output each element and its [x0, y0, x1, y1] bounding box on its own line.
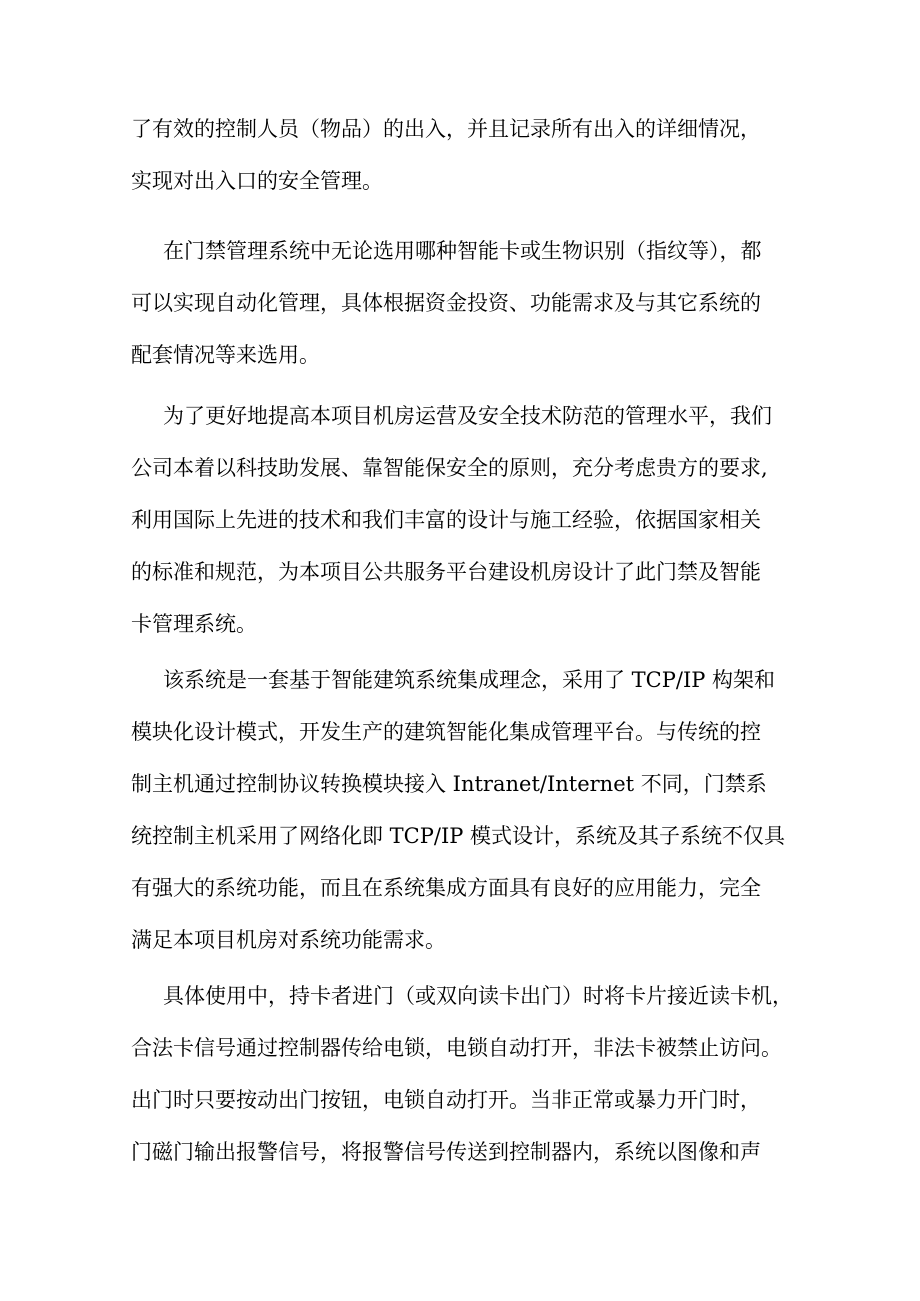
text-line: 有强大的系统功能，而且在系统集成方面具有良好的应用能力，完全 [131, 876, 761, 900]
text-line: 可以实现自动化管理，具体根据资金投资、功能需求及与其它系统的 [131, 291, 761, 315]
text-line: 满足本项目机房对系统功能需求。 [131, 928, 446, 952]
text-line: 卡管理系统。 [131, 612, 257, 636]
text-line: 的标准和规范，为本项目公共服务平台建设机房设计了此门禁及智能 [131, 560, 761, 584]
paragraph-3 [131, 390, 801, 650]
text-line: 公司本着以科技助发展、靠智能保安全的原则，充分考虑贵方的要求, [131, 456, 768, 480]
text-line: 模块化设计模式，开发生产的建筑智能化集成管理平台。与传统的控 [131, 720, 761, 744]
text-line: 了有效的控制人员（物品）的出入，并且记录所有出入的详细情况， [131, 117, 761, 141]
text-line: 合法卡信号通过控制器传给电锁，电锁自动打开，非法卡被禁止访问。 [131, 1036, 782, 1060]
paragraph-4 [131, 654, 801, 966]
text-line: 制主机通过控制协议转换模块接入 Intranet/Internet 不同，门禁系 [131, 772, 767, 796]
text-line: 统控制主机采用了网络化即 TCP/IP 模式设计，系统及其子系统不仅具 [131, 824, 786, 848]
text-line: 门磁门输出报警信号，将报警信号传送到控制器内，系统以图像和声 [131, 1140, 761, 1164]
text-line: 出门时只要按动出门按钮，电锁自动打开。当非正常或暴力开门时， [131, 1088, 761, 1112]
text-line: 该系统是一套基于智能建筑系统集成理念，采用了 TCP/IP 构架和 [163, 668, 776, 692]
paragraph-2 [131, 225, 801, 381]
text-line: 为了更好地提高本项目机房运营及安全技术防范的管理水平，我们 [163, 404, 772, 428]
text-line: 具体使用中，持卡者进门（或双向读卡出门）时将卡片接近读卡机， [163, 984, 793, 1008]
text-line: 实现对出入口的安全管理。 [131, 169, 383, 193]
text-line: 在门禁管理系统中无论选用哪种智能卡或生物识别（指纹等），都 [163, 239, 762, 263]
text-line: 利用国际上先进的技术和我们丰富的设计与施工经验，依据国家相关 [131, 508, 761, 532]
paragraph-5 [131, 970, 801, 1178]
text-line: 配套情况等来选用。 [131, 343, 320, 367]
paragraph-1 [131, 103, 801, 207]
